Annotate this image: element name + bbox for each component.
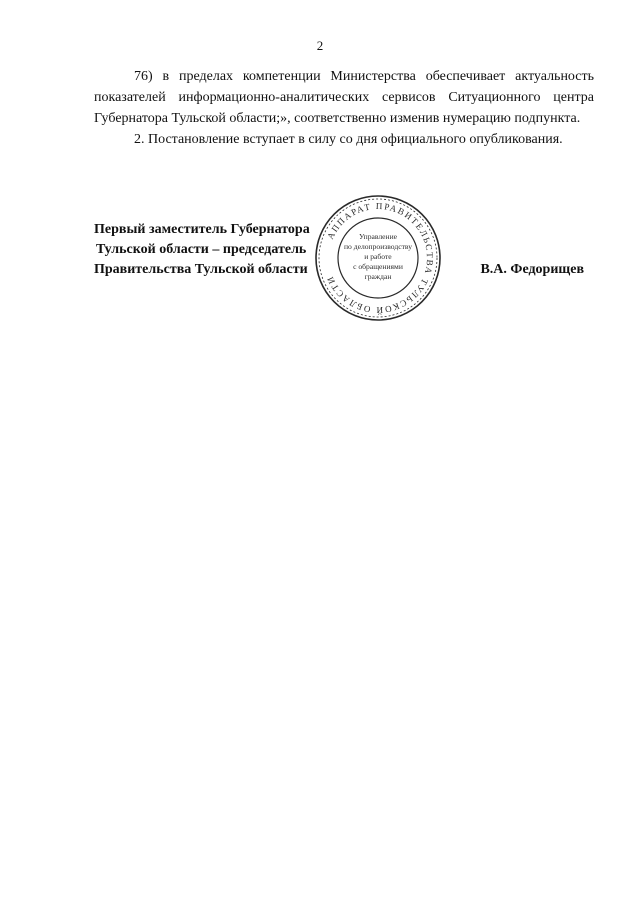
page-number: 2 xyxy=(316,38,324,53)
paragraph-effective-date: 2. Постановление вступает в силу со дня официального опубликования. xyxy=(134,132,563,147)
signatory-title-line-1: Первый заместитель Губернатора xyxy=(94,222,310,237)
signatory-title xyxy=(94,220,310,280)
document-body xyxy=(94,66,594,150)
seal-center-line-4: с обращениями xyxy=(353,262,403,271)
signature-block xyxy=(94,200,594,320)
seal-center-line-2: по делопроизводству xyxy=(343,242,413,251)
seal-center-line-3: и работе xyxy=(364,252,392,261)
seal-ring-text: АППАРАТ ПРАВИТЕЛЬСТВА ТУЛЬСКОЙ ОБЛАСТИ xyxy=(324,200,436,316)
signatory-title-line-2: Тульской области – председатель xyxy=(96,242,307,257)
official-seal-stamp xyxy=(314,194,442,322)
seal-center-line-5: граждан xyxy=(364,272,392,281)
paragraph-item-76: 76) в пределах компетенции Министерства обеспечивает актуальность показателей информационно-аналитических сервисов Ситуационного центра Губернатора Тульской области;», соответственно изменив нумерацию подпункта. xyxy=(94,69,594,126)
signatory-name: В.А. Федорищев xyxy=(480,262,584,277)
signatory-title-line-3: Правительства Тульской области xyxy=(94,262,308,277)
seal-center-line-1: Управление xyxy=(358,232,398,241)
